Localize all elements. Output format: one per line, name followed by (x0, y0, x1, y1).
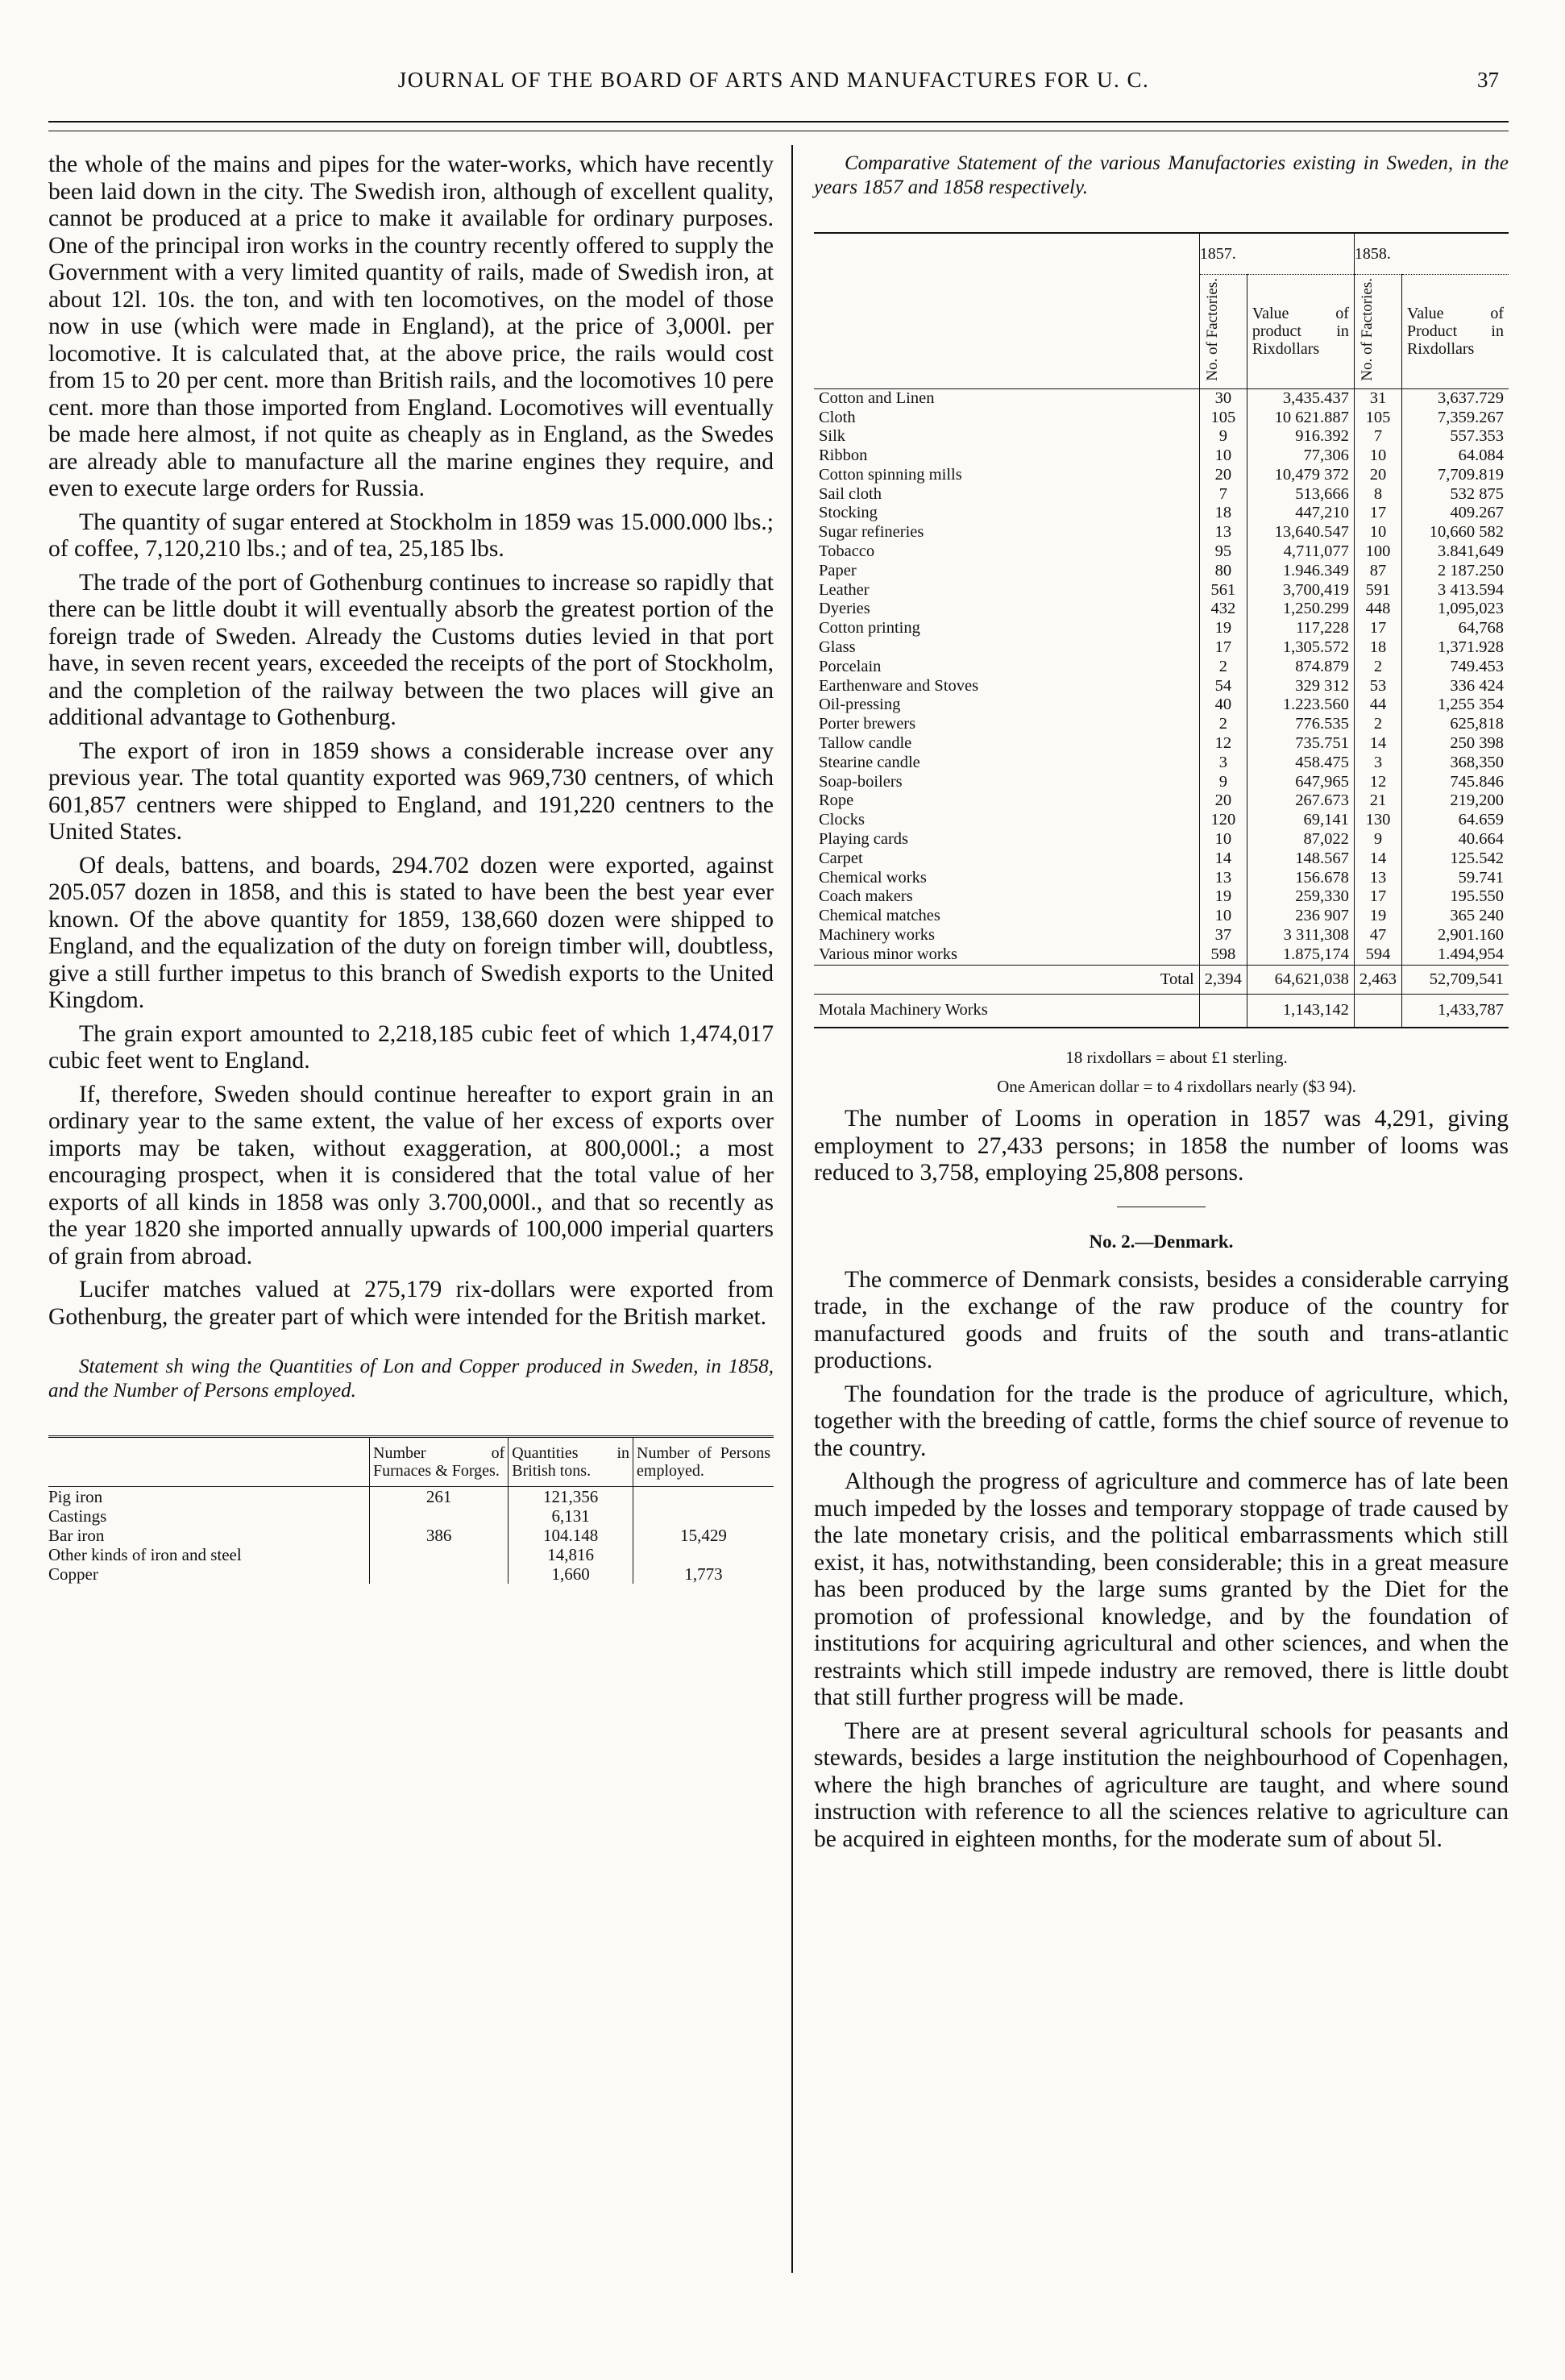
factories-1858: 14 (1354, 734, 1401, 754)
value-1858: 125.542 (1402, 849, 1509, 869)
table-row (814, 619, 1509, 638)
factories-1857: 9 (1199, 427, 1247, 447)
manufacture-name: Playing cards (819, 830, 909, 849)
table-row (814, 849, 1509, 869)
table-row (814, 696, 1509, 715)
paragraph: The export of iron in 1859 shows a considerable increase over any previous year. The total quantity exported was 969,730 centners, of which 601,857 centners were shipped to England, and 191,220 centners to the United States. (48, 737, 774, 845)
motala-value-1857: 1,143,142 (1247, 995, 1354, 1028)
value-1857: 236 907 (1247, 907, 1354, 926)
factories-1857: 120 (1199, 811, 1247, 830)
motala-factories-1857 (1199, 995, 1247, 1028)
factories-1857: 10 (1199, 447, 1247, 466)
col-header-value-1858: Value of Product in Rixdollars (1402, 275, 1509, 389)
factories-1857: 95 (1199, 542, 1247, 562)
manufacture-name: Soap-boilers (819, 772, 903, 791)
manufacture-name: Tallow candle (819, 734, 912, 753)
paragraph: The foundation for the trade is the produce of agriculture, which, together with the breeding of cattle, forms the chief source of revenue to the country. (814, 1381, 1509, 1461)
manufacture-name: Cotton and Linen (819, 388, 935, 407)
value-1858: 10,660 582 (1402, 523, 1509, 542)
factories-1858: 9 (1354, 830, 1401, 849)
table-row (814, 715, 1509, 734)
table-row (814, 811, 1509, 830)
factories-1857: 37 (1199, 926, 1247, 945)
value-1857: 329 312 (1247, 677, 1354, 696)
factories-1858: 3 (1354, 754, 1401, 773)
value-1858: 2,901.160 (1402, 926, 1509, 945)
value-1857: 1,250.299 (1247, 600, 1354, 619)
factories-1857: 17 (1199, 638, 1247, 658)
value-1858: 219,200 (1402, 791, 1509, 811)
factories-1858: 18 (1354, 638, 1401, 658)
value-1858: 409.267 (1402, 504, 1509, 523)
factories-1857: 9 (1199, 773, 1247, 792)
value-1858: 557.353 (1402, 427, 1509, 447)
manufacture-name: Tobacco (819, 542, 875, 561)
table-row (814, 734, 1509, 754)
factories-1857: 561 (1199, 581, 1247, 600)
factories-1858: 17 (1354, 504, 1401, 523)
value-1858: 749.453 (1402, 658, 1509, 677)
factories-1857: 2 (1199, 715, 1247, 734)
manufacture-name: Cloth (819, 408, 856, 426)
paragraph: The number of Looms in operation in 1857 was 4,291, giving employment to 27,433 persons; in 1858 the number of looms was reduced to 3,758, employing 25,808 persons. (814, 1106, 1509, 1186)
factories-1857: 105 (1199, 409, 1247, 428)
factories-1857: 40 (1199, 696, 1247, 715)
value-1857: 647,965 (1247, 773, 1354, 792)
paragraph: Although the progress of agriculture and commerce has of late been much impeded by the losses and temporary stoppage of trade caused by the late monetary crisis, and the political embarrassments which still exist, it has, notwithstanding, been considerable; this in a great measure has been produced by the large sums granted by the Diet for the promotion of professional knowledge, and by the foundation of institutions for acquiring agricultural and other sciences, and when the restraints which still impede industry are removed, there is little doubt that still further progress will be made. (814, 1468, 1509, 1711)
value-1858: 64.659 (1402, 811, 1509, 830)
value-1858: 3 413.594 (1402, 581, 1509, 600)
manufacture-name: Sugar refineries (819, 523, 924, 542)
manufacture-name: Clocks (819, 811, 865, 829)
value-1858: 250 398 (1402, 734, 1509, 754)
value-1858: 64,768 (1402, 619, 1509, 638)
factories-1857: 3 (1199, 754, 1247, 773)
value-1857: 1.946.349 (1247, 562, 1354, 581)
value-1858: 59.741 (1402, 869, 1509, 888)
table-row (814, 600, 1509, 619)
table-row (814, 869, 1509, 888)
factories-1858: 53 (1354, 677, 1401, 696)
factories-1857: 19 (1199, 619, 1247, 638)
factories-1858: 448 (1354, 600, 1401, 619)
value-1857: 13,640.547 (1247, 523, 1354, 542)
factories-1858: 17 (1354, 887, 1401, 907)
paragraph: Lucifer matches valued at 275,179 rix-dollars were exported from Gothenburg, the greater part of which were intended for the British market. (48, 1277, 774, 1330)
table-row (814, 466, 1509, 485)
value-1858: 532 875 (1402, 485, 1509, 505)
furnaces-cell (370, 1564, 509, 1584)
furnaces-cell: 261 (370, 1487, 509, 1507)
table-row (48, 1487, 774, 1507)
furnaces-cell: 386 (370, 1526, 509, 1545)
journal-title: JOURNAL OF THE BOARD OF ARTS AND MANUFACTURES FOR U. C. (397, 68, 1150, 92)
factories-1857: 14 (1199, 849, 1247, 869)
tons-cell: 1,660 (509, 1564, 633, 1584)
value-1858: 40.664 (1402, 830, 1509, 849)
manufacture-name: Ribbon (819, 447, 868, 465)
factories-1857: 80 (1199, 562, 1247, 581)
value-1857: 148.567 (1247, 849, 1354, 869)
table-row (814, 427, 1509, 447)
factories-1858: 594 (1354, 945, 1401, 965)
table-row (814, 945, 1509, 965)
manufacture-name: Dyeries (819, 600, 870, 618)
value-1858: 1,255 354 (1402, 696, 1509, 715)
manufacture-name: Porter brewers (819, 715, 916, 733)
factories-1858: 8 (1354, 485, 1401, 505)
value-1858: 2 187.250 (1402, 562, 1509, 581)
section-divider (1117, 1207, 1206, 1208)
value-1857: 267.673 (1247, 791, 1354, 811)
manufacture-name: Paper (819, 561, 857, 579)
motala-factories-1858 (1354, 995, 1401, 1028)
total-label: Total (814, 965, 1199, 995)
persons-cell (633, 1506, 774, 1526)
manufacture-name: Leather (819, 580, 870, 599)
manufacture-name: Stocking (819, 504, 878, 522)
factories-1858: 591 (1354, 581, 1401, 600)
factories-1858: 14 (1354, 849, 1401, 869)
paragraph: the whole of the mains and pipes for the water-works, which have recently been laid down in the city. The Swedish iron, although of excellent quality, cannot be produced at a price to make it available for ordinary purposes. One of the principal iron works in the country recently offered to supply the Government with a very limited quantity of rails, made of Swedish iron, at about 12l. 10s. the ton, and with ten locomotives, on the model of those now in use (which were made in England), at the price of 3,000l. per locomotive. It is calculated that, at the above price, the rails would cost from 15 to 20 per cent. more than British rails, and the locomotives 10 pere cent. more than those imported from England. Locomotives will eventually be made here almost, if not quite as cheaply as in England, as the Swedes are already able to manufacture all the marine engines they require, and even to execute large orders for Russia. (48, 152, 774, 501)
table-row (814, 581, 1509, 600)
factories-1857: 19 (1199, 887, 1247, 907)
value-1857: 3 311,308 (1247, 926, 1354, 945)
value-1857: 156.678 (1247, 869, 1354, 888)
factories-1858: 100 (1354, 542, 1401, 562)
factories-1857: 13 (1199, 523, 1247, 542)
value-1858: 7,709.819 (1402, 466, 1509, 485)
factories-1858: 17 (1354, 619, 1401, 638)
furnaces-cell (370, 1506, 509, 1526)
manufacture-name: Chemical works (819, 868, 927, 887)
manufacture-name: Coach makers (819, 887, 913, 906)
manufacture-name: Various minor works (819, 945, 957, 963)
value-1857: 3,700,419 (1247, 581, 1354, 600)
value-1857: 735.751 (1247, 734, 1354, 754)
factories-1858: 2 (1354, 658, 1401, 677)
value-1858: 365 240 (1402, 907, 1509, 926)
tons-cell: 6,131 (509, 1506, 633, 1526)
section-heading: No. 2.—Denmark. (1089, 1232, 1234, 1252)
value-1857: 77,306 (1247, 447, 1354, 466)
col-header-tons: Quantities in British tons. (509, 1437, 633, 1487)
paragraph: The commerce of Denmark consists, besides a considerable carrying trade, in the exchange of the raw produce of the country for manufactured goods and fruits of the south and trans-atlantic productions. (814, 1266, 1509, 1374)
column-divider (791, 145, 793, 2273)
persons-cell: 1,773 (633, 1564, 774, 1584)
value-1858: 336 424 (1402, 677, 1509, 696)
factories-1857: 13 (1199, 869, 1247, 888)
value-1857: 513,666 (1247, 485, 1354, 505)
factories-1858: 20 (1354, 466, 1401, 485)
paragraph: If, therefore, Sweden should continue hereafter to export grain in an ordinary year to the same extent, the value of her excess of exports over imports may be taken, without exaggeration, at 800,000l.; a most encouraging prospect, when it is considered that the total value of her exports of all kinds in 1858 was only 3.700,000l., and that so recently as the year 1820 she imported annually upwards of 100,000 imperial quarters of grain from abroad. (48, 1081, 774, 1269)
factories-1858: 12 (1354, 773, 1401, 792)
value-1858: 3.841,649 (1402, 542, 1509, 562)
paragraph: The quantity of sugar entered at Stockholm in 1859 was 15.000.000 lbs.; of coffee, 7,120,210 lbs.; and of tea, 25,185 lbs. (48, 509, 774, 562)
factories-1857: 432 (1199, 600, 1247, 619)
factories-1857: 10 (1199, 830, 1247, 849)
value-1857: 916.392 (1247, 427, 1354, 447)
total-value-1858: 52,709,541 (1402, 965, 1509, 995)
table-row (814, 907, 1509, 926)
table-row (814, 504, 1509, 523)
table-row (814, 542, 1509, 562)
persons-cell (633, 1487, 774, 1507)
value-1858: 64.084 (1402, 447, 1509, 466)
manufacture-name: Earthenware and Stoves (819, 676, 979, 695)
factories-1858: 2 (1354, 715, 1401, 734)
table-row (814, 926, 1509, 945)
year-1857-header: 1857. (1199, 233, 1354, 275)
factories-1858: 10 (1354, 523, 1401, 542)
value-1857: 1,305.572 (1247, 638, 1354, 658)
value-1857: 1.875,174 (1247, 945, 1354, 965)
manufactories-table (814, 232, 1509, 1028)
manufacture-name: Rope (819, 791, 854, 810)
factories-1858: 13 (1354, 869, 1401, 888)
factories-1857: 18 (1199, 504, 1247, 523)
table-row (814, 658, 1509, 677)
table-row (814, 485, 1509, 505)
paragraph: The trade of the port of Gothenburg continues to increase so rapidly that there can be little doubt it will eventually absorb the greatest portion of the foreign trade of Sweden. Already the Customs duties levied in that port have, in seven recent years, exceeded the receipts of the port of Stockholm, and the completion of the railway between the two places will give an additional advantage to Gothenburg. (48, 569, 774, 730)
value-1857: 447,210 (1247, 504, 1354, 523)
factories-1857: 10 (1199, 907, 1247, 926)
value-1857: 69,141 (1247, 811, 1354, 830)
factories-1857: 30 (1199, 388, 1247, 408)
table-row (814, 773, 1509, 792)
value-1858: 3,637.729 (1402, 388, 1509, 408)
value-1857: 259,330 (1247, 887, 1354, 907)
value-1858: 195.550 (1402, 887, 1509, 907)
total-factories-1857: 2,394 (1199, 965, 1247, 995)
table-row (814, 677, 1509, 696)
factories-1858: 87 (1354, 562, 1401, 581)
col-header-factories-1858: No. of Factories. (1358, 278, 1376, 381)
manufacture-name: Glass (819, 638, 856, 657)
col-header-value-1857: Value of product in Rixdollars (1247, 275, 1354, 389)
factories-1857: 7 (1199, 485, 1247, 505)
manufacture-name: Stearine candle (819, 753, 920, 771)
year-1858-header: 1858. (1354, 233, 1509, 275)
table-row (814, 562, 1509, 581)
col-header-furnaces: Number of Furnaces & Forges. (370, 1437, 509, 1487)
tons-cell: 14,816 (509, 1545, 633, 1564)
total-value-1857: 64,621,038 (1247, 965, 1354, 995)
manufacture-name: Carpet (819, 849, 863, 867)
header-rule-top (48, 121, 1509, 123)
col-header-factories-1857: No. of Factories. (1203, 278, 1221, 381)
paragraph: The grain export amounted to 2,218,185 cubic feet of which 1,474,017 cubic feet went to England. (48, 1020, 774, 1074)
row-label: Castings (48, 1506, 107, 1526)
row-label: Copper (48, 1564, 98, 1584)
currency-note: One American dollar = to 4 rixdollars nearly ($3 94). (997, 1077, 1356, 1097)
iron-table-caption: Statement sh wing the Quantities of Lon and Copper produced in Sweden, in 1858, and the Number of Persons employed. (48, 1356, 774, 1402)
furnaces-cell (370, 1545, 509, 1564)
table-row (814, 409, 1509, 428)
factories-1858: 7 (1354, 427, 1401, 447)
tons-cell: 121,356 (509, 1487, 633, 1507)
value-1857: 10 621.887 (1247, 409, 1354, 428)
factories-1858: 44 (1354, 696, 1401, 715)
factories-1858: 19 (1354, 907, 1401, 926)
persons-cell: 15,429 (633, 1526, 774, 1545)
value-1858: 1,095,023 (1402, 600, 1509, 619)
currency-note: 18 rixdollars = about £1 sterling. (1065, 1048, 1288, 1068)
table-row (48, 1506, 774, 1526)
value-1857: 3,435.437 (1247, 388, 1354, 408)
factories-1858: 105 (1354, 409, 1401, 428)
factories-1857: 2 (1199, 658, 1247, 677)
motala-value-1858: 1,433,787 (1402, 995, 1509, 1028)
value-1858: 1.494,954 (1402, 945, 1509, 965)
right-column (814, 152, 1509, 1859)
factories-1858: 10 (1354, 447, 1401, 466)
page-number: 37 (1477, 68, 1499, 92)
value-1857: 117,228 (1247, 619, 1354, 638)
table-row (814, 830, 1509, 849)
factories-1858: 21 (1354, 791, 1401, 811)
row-label: Pig iron (48, 1487, 103, 1506)
factories-1857: 20 (1199, 466, 1247, 485)
row-label: Bar iron (48, 1526, 105, 1545)
factories-1858: 31 (1354, 388, 1401, 408)
value-1858: 368,350 (1402, 754, 1509, 773)
factories-1857: 20 (1199, 791, 1247, 811)
manufacture-name: Cotton spinning mills (819, 465, 962, 484)
table-row (814, 523, 1509, 542)
value-1857: 1.223.560 (1247, 696, 1354, 715)
manufactories-caption: Comparative Statement of the various Manufactories existing in Sweden, in the years 1857 and 1858 respectively. (814, 152, 1509, 198)
factories-1858: 130 (1354, 811, 1401, 830)
total-row (814, 965, 1509, 995)
row-label: Other kinds of iron and steel (48, 1545, 242, 1564)
manufacture-name: Oil-pressing (819, 696, 901, 714)
paragraph: Of deals, battens, and boards, 294.702 dozen were exported, against 205.057 dozen in 1858, and this is stated to have been the best year ever known. Of the above quantity for 1859, 138,660 dozen were shipped to England, and the equalization of the duty on foreign timber will, doubtless, give a still further impetus to this branch of Swedish exports to the United Kingdom. (48, 852, 774, 1013)
value-1857: 458.475 (1247, 754, 1354, 773)
table-row (814, 388, 1509, 408)
value-1857: 874.879 (1247, 658, 1354, 677)
table-row (814, 791, 1509, 811)
value-1857: 10,479 372 (1247, 466, 1354, 485)
left-column (48, 152, 774, 1584)
table-row (814, 638, 1509, 658)
table-row (814, 754, 1509, 773)
factories-1857: 12 (1199, 734, 1247, 754)
table-row (48, 1564, 774, 1584)
value-1857: 776.535 (1247, 715, 1354, 734)
value-1858: 625,818 (1402, 715, 1509, 734)
value-1858: 1,371.928 (1402, 638, 1509, 658)
iron-copper-table (48, 1435, 774, 1584)
value-1858: 7,359.267 (1402, 409, 1509, 428)
col-header-persons: Number of Persons employed. (633, 1437, 774, 1487)
factories-1857: 54 (1199, 677, 1247, 696)
factories-1858: 47 (1354, 926, 1401, 945)
manufacture-name: Porcelain (819, 657, 882, 675)
value-1857: 4,711,077 (1247, 542, 1354, 562)
tons-cell: 104.148 (509, 1526, 633, 1545)
factories-1857: 598 (1199, 945, 1247, 965)
manufacture-name: Silk (819, 427, 846, 446)
motala-row (814, 995, 1509, 1028)
motala-label: Motala Machinery Works (814, 995, 1199, 1028)
table-row (48, 1545, 774, 1564)
persons-cell (633, 1545, 774, 1564)
paragraph: There are at present several agricultural schools for peasants and stewards, besides a large institution the neighbourhood of Copenhagen, where the high branches of agriculture are taught, and where sound instruction with reference to all the sciences relative to agriculture can be acquired in eighteen months, for the moderate sum of about 5l. (814, 1718, 1509, 1852)
table-row (48, 1526, 774, 1545)
manufacture-name: Sail cloth (819, 484, 882, 503)
manufacture-name: Chemical matches (819, 907, 940, 925)
table-row (814, 887, 1509, 907)
manufacture-name: Cotton printing (819, 619, 920, 638)
total-factories-1858: 2,463 (1354, 965, 1401, 995)
page-header (48, 66, 1499, 98)
manufacture-name: Machinery works (819, 926, 936, 945)
value-1858: 745.846 (1402, 773, 1509, 792)
value-1857: 87,022 (1247, 830, 1354, 849)
table-row (814, 447, 1509, 466)
